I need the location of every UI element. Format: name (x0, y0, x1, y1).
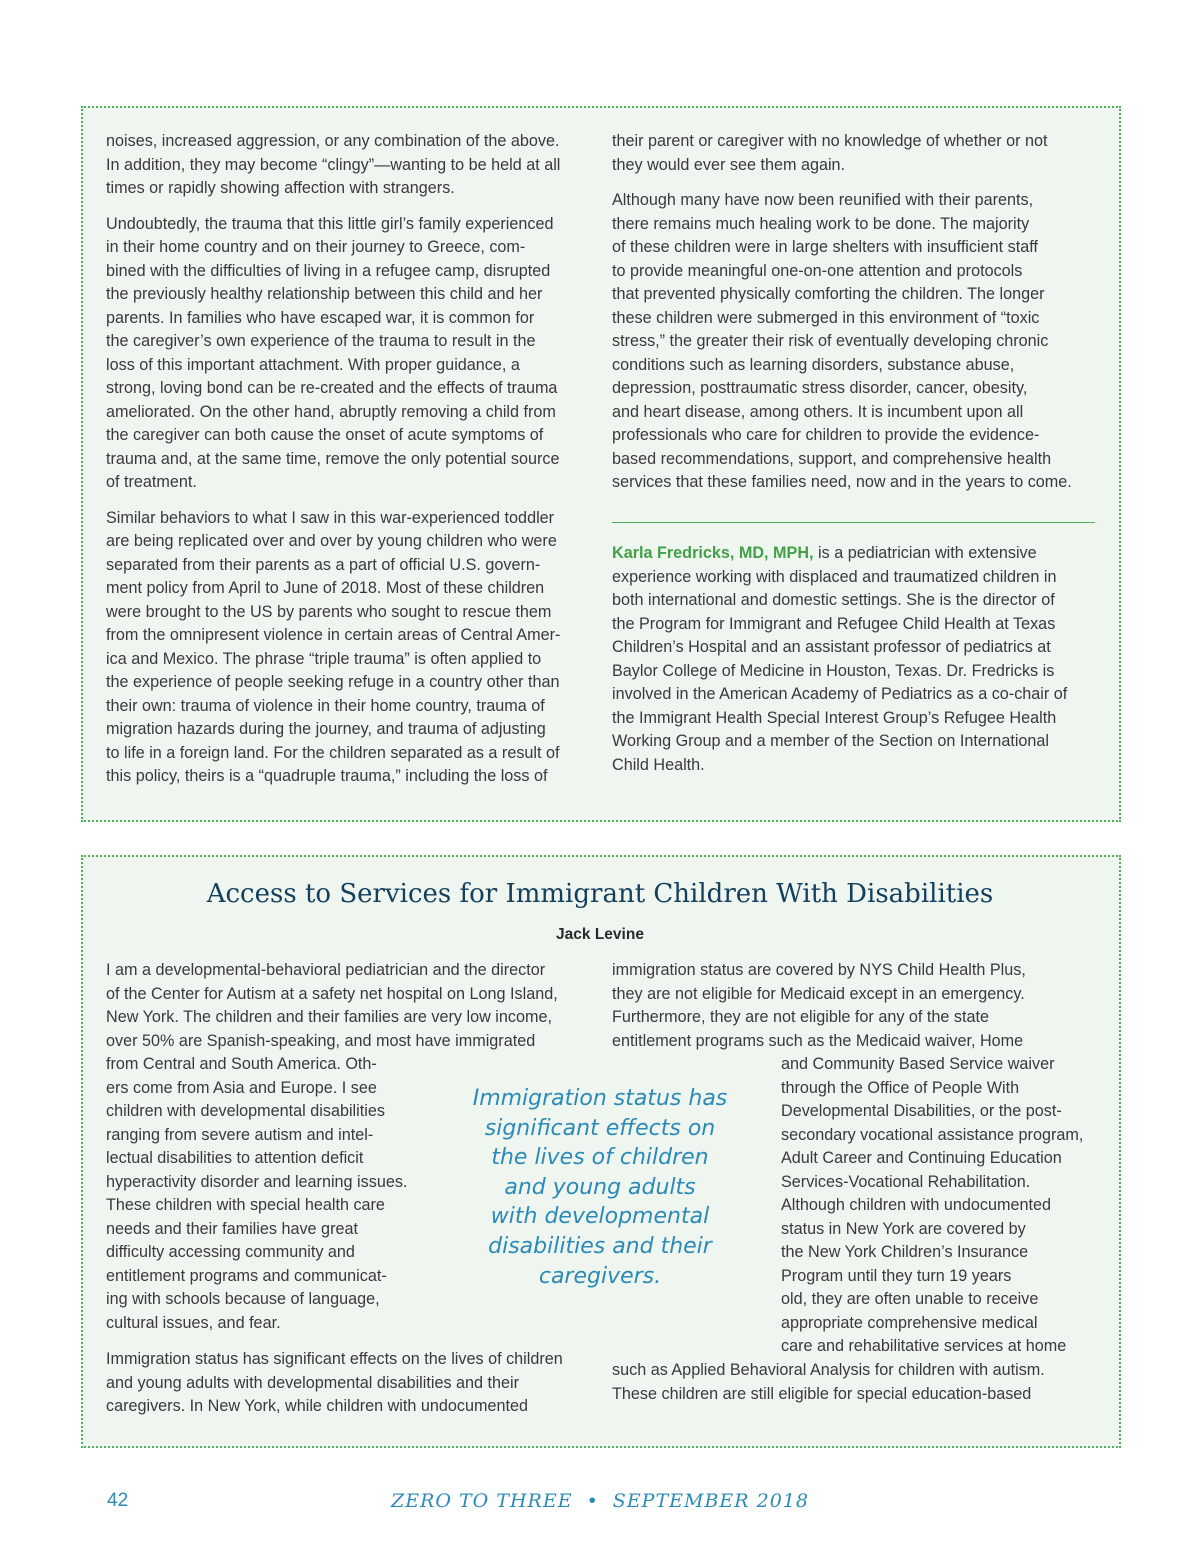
text-line: Services-Vocational Rehabilitation. (781, 1172, 1031, 1191)
paragraph (106, 213, 596, 495)
text-line: from Central and South America. Oth- (106, 1055, 377, 1073)
issue-date: SEPTEMBER 2018 (612, 1490, 809, 1512)
text-line: separated from their parents as a part of official U.S. govern- (106, 555, 541, 574)
magazine-footer (0, 1490, 1200, 1512)
text-line: from the omnipresent violence in certain areas of Central Amer- (106, 626, 561, 644)
text-line: These children with special health care (106, 1196, 385, 1214)
bio-author-name: Karla Fredricks, MD, MPH, (612, 544, 814, 562)
bio-line: is a pediatrician with extensive (813, 544, 1037, 562)
bio-divider (612, 522, 1095, 523)
text-line: this policy, theirs is a “quadruple trauma,” including the loss of (106, 767, 548, 785)
text-line: their own: trauma of violence in their home country, trauma of (106, 696, 545, 715)
text-line: disabilities and their (488, 1233, 712, 1259)
text-line: there remains much healing work to be done. The majority (612, 214, 1030, 233)
bio-line: experience working with displaced and traumatized children in (612, 567, 1057, 586)
text-line: entitlement programs and communicat- (106, 1266, 387, 1285)
text-line: that prevented physically comforting the children. The longer (612, 285, 1045, 303)
text-line: Program until they turn 19 years (781, 1266, 1012, 1285)
text-line: significant effects on (484, 1115, 716, 1141)
text-line: of these children were in large shelters with insufficient staff (612, 238, 1038, 256)
panel1-column-left (106, 130, 596, 789)
text-line: and Community Based Service waiver (781, 1055, 1055, 1073)
text-line: Although children with undocumented (781, 1196, 1051, 1214)
text-line: caregivers. In New York, while children with undocumented (106, 1397, 528, 1415)
text-line: noises, increased aggression, or any combination of the above. (106, 132, 560, 150)
text-line: ranging from severe autism and intel- (106, 1125, 374, 1144)
bio-line: Working Group and a member of the Section on International (612, 732, 1050, 750)
text-line: lectual disabilities to attention deficit (106, 1149, 364, 1167)
text-line: immigration status are covered by NYS Child Health Plus, (612, 961, 1026, 979)
panel2-column-left-bottom (106, 1348, 596, 1419)
text-line: loss of this important attachment. With proper guidance, a (106, 355, 520, 374)
bio-line: the Immigrant Health Special Interest Group’s Refugee Health (612, 708, 1057, 727)
text-line: Furthermore, they are not eligible for any of the state (612, 1008, 990, 1026)
footer-separator: • (586, 1490, 599, 1512)
text-line: In addition, they may become “clingy”—wanting to be held at all (106, 155, 561, 174)
text-line: cultural issues, and fear. (106, 1313, 281, 1332)
text-line: old, they are often unable to receive (781, 1290, 1039, 1308)
text-line: Undoubtedly, the trauma that this little girl’s family experienced (106, 214, 554, 233)
text-line: times or rapidly showing affection with strangers. (106, 179, 455, 197)
paragraph (612, 130, 1107, 177)
text-line: in their home country and on their journey to Greece, com- (106, 238, 526, 256)
text-line: ica and Mexico. The phrase “triple trauma” is often applied to (106, 649, 542, 668)
text-line: secondary vocational assistance program, (781, 1125, 1084, 1144)
text-line: based recommendations, support, and comprehensive health (612, 449, 1052, 468)
text-line: professionals who care for children to provide the evidence- (612, 426, 1040, 444)
text-line: Immigration status has (472, 1086, 728, 1111)
text-line: ameliorated. On the other hand, abruptly removing a child from (106, 402, 556, 421)
text-line: hyperactivity disorder and learning issues. (106, 1172, 408, 1191)
text-line: trauma and, at the same time, remove the only potential source (106, 449, 560, 468)
article-title: Access to Services for Immigrant Children With Disabilities (206, 879, 994, 909)
text-line: these children were submerged in this environment of “toxic (612, 308, 1040, 327)
panel2-column-left-wrap (106, 1053, 426, 1335)
text-line: New York. The children and their families are very low income, (106, 1008, 552, 1026)
text-line: the previously healthy relationship between this child and her (106, 285, 543, 303)
text-line: such as Applied Behavioral Analysis for children with autism. (612, 1361, 1045, 1379)
bio-first-line (612, 542, 1107, 566)
panel2-column-right-top (612, 959, 1107, 1053)
text-line: the lives of children (491, 1145, 709, 1171)
text-line: services that these families need, now and in the years to come. (612, 473, 1072, 491)
page-number: 42 (107, 1490, 129, 1511)
panel1-column-right (612, 130, 1107, 495)
text-line: ers come from Asia and Europe. I see (106, 1078, 377, 1097)
text-line: ment policy from April to June of 2018. Most of these children (106, 579, 545, 597)
text-line: the caregiver can both cause the onset of acute symptoms of (106, 426, 544, 444)
text-line: were brought to the US by parents who sought to rescue them (106, 602, 552, 621)
text-line: with developmental (490, 1204, 710, 1230)
text-line: and young adults (504, 1174, 696, 1200)
paragraph (106, 507, 596, 789)
bio-line: involved in the American Academy of Pediatrics as a co-chair of (612, 685, 1068, 703)
text-line: stress,” the greater their risk of eventually developing chronic (612, 332, 1049, 350)
text-line: through the Office of People With (781, 1078, 1020, 1097)
paragraph (106, 130, 596, 201)
text-line: of the Center for Autism at a safety net hospital on Long Island, (106, 984, 558, 1003)
text-line: over 50% are Spanish-speaking, and most have immigrated (106, 1031, 536, 1050)
text-line: difficulty accessing community and (106, 1243, 355, 1261)
text-line: caregivers. (538, 1263, 662, 1289)
magazine-name: ZERO TO THREE (391, 1490, 573, 1512)
text-line: parents. In families who have escaped war, it is common for (106, 308, 535, 327)
panel2-column-right-bottom (612, 1359, 1107, 1406)
bio-line: Child Health. (612, 755, 705, 774)
panel2-column-right-wrap (781, 1053, 1111, 1359)
bio-line: both international and domestic settings. She is the director of (612, 591, 1055, 609)
text-line: and heart disease, among others. It is incumbent upon all (612, 402, 1024, 421)
text-line: appropriate comprehensive medical (781, 1313, 1038, 1332)
text-line: they are not eligible for Medicaid except in an emergency. (612, 984, 1025, 1003)
article-author: Jack Levine (556, 926, 644, 943)
text-line: Similar behaviors to what I saw in this war-experienced toddler (106, 508, 555, 527)
text-line: strong, loving bond can be re-created and the effects of trauma (106, 379, 558, 397)
text-line: entitlement programs such as the Medicaid waiver, Home (612, 1031, 1024, 1050)
text-line: of treatment. (106, 473, 197, 491)
text-line: to provide meaningful one-on-one attention and protocols (612, 261, 1023, 280)
text-line: status in New York are covered by (781, 1219, 1026, 1238)
text-line: These children are still eligible for special education-based (612, 1384, 1032, 1403)
text-line: conditions such as learning disorders, substance abuse, (612, 355, 1015, 374)
text-line: bined with the difficulties of living in a refugee camp, disrupted (106, 261, 551, 280)
text-line: Immigration status has significant effects on the lives of children (106, 1350, 563, 1368)
text-line: their parent or caregiver with no knowledge of whether or not (612, 132, 1048, 150)
text-line: care and rehabilitative services at home (781, 1337, 1067, 1355)
bio-line: the Program for Immigrant and Refugee Child Health at Texas (612, 614, 1056, 633)
text-line: depression, posttraumatic stress disorder, cancer, obesity, (612, 379, 1028, 397)
bio-line: Baylor College of Medicine in Houston, Texas. Dr. Fredricks is (612, 661, 1055, 680)
text-line: Developmental Disabilities, or the post- (781, 1102, 1062, 1120)
text-line: Adult Career and Continuing Education (781, 1149, 1062, 1167)
text-line: children with developmental disabilities (106, 1102, 385, 1120)
text-line: the experience of people seeking refuge in a country other than (106, 673, 560, 691)
bio-line: Children’s Hospital and an assistant professor of pediatrics at (612, 638, 1051, 656)
text-line: migration hazards during the journey, and trauma of adjusting (106, 720, 546, 738)
text-line: the caregiver’s own experience of the trauma to result in the (106, 332, 536, 350)
text-line: I am a developmental-behavioral pediatrician and the director (106, 961, 546, 979)
panel2-column-left-top (106, 959, 596, 1053)
text-line: Although many have now been reunified with their parents, (612, 191, 1034, 209)
pull-quote (440, 1084, 760, 1291)
text-line: ing with schools because of language, (106, 1290, 380, 1308)
text-line: needs and their families have great (106, 1219, 358, 1238)
text-line: the New York Children’s Insurance (781, 1243, 1029, 1261)
text-line: to life in a foreign land. For the children separated as a result of (106, 743, 560, 762)
text-line: and young adults with developmental disabilities and their (106, 1373, 520, 1392)
paragraph (612, 189, 1107, 495)
text-line: are being replicated over and over by young children who were (106, 532, 557, 550)
text-line: they would ever see them again. (612, 155, 846, 174)
author-bio (612, 542, 1107, 777)
